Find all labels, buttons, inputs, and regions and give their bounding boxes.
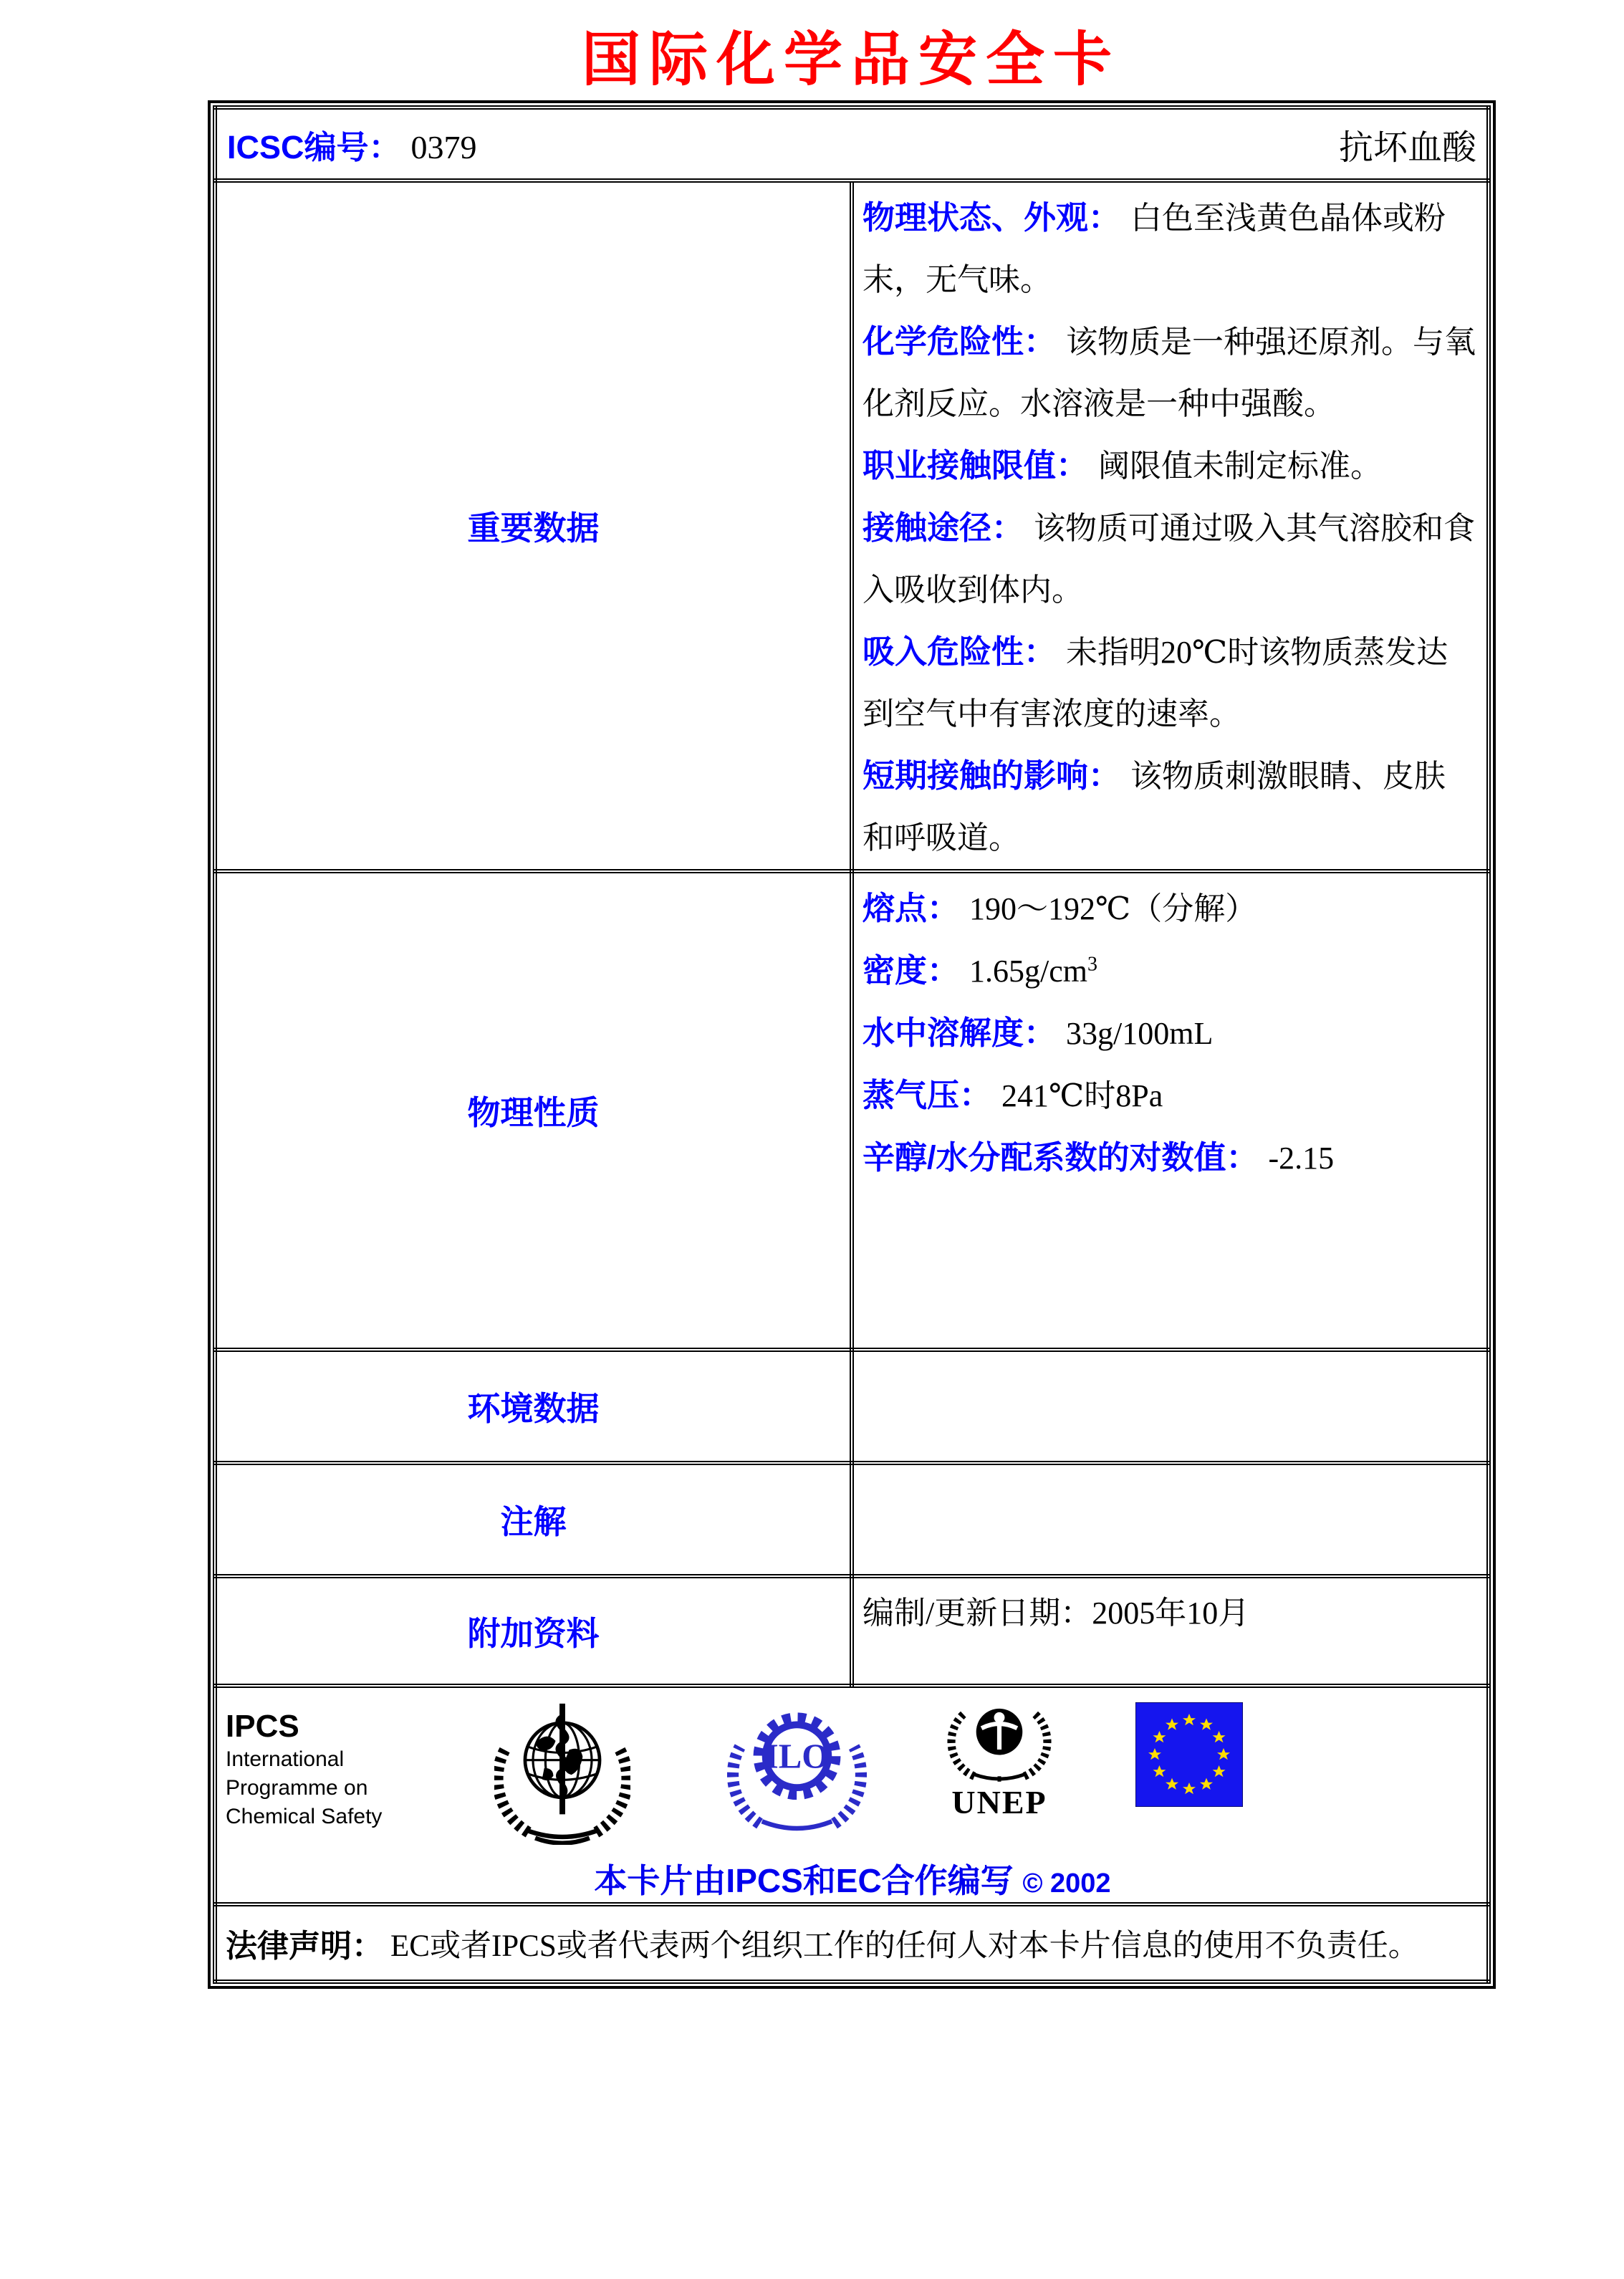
data-line [863,745,1476,869]
additional-info-content [852,1576,1489,1686]
field-value: 该物质可通过吸入其气溶胶和食入吸收到体内。 [863,511,1476,608]
section-label-physical-properties: 物理性质 [215,871,852,1350]
field-label: 接触途径： [863,509,1024,546]
data-line [863,497,1476,621]
ilo-logo-icon [727,1698,867,1838]
field-label: 吸入危险性： [863,633,1057,670]
physical-properties-content [852,871,1489,1350]
field-value: -2.15 [1268,1141,1335,1176]
environmental-data-content [852,1350,1489,1463]
logos-row [215,1686,1489,1904]
field-label: 物理状态、外观： [863,199,1121,236]
legal-cell [215,1904,1489,1982]
footer-caption [226,1855,1479,1902]
logos-cell [215,1686,1489,1904]
additional-info-row [215,1576,1489,1686]
field-value: 241℃时8Pa [1001,1078,1163,1113]
field-value: 该物质刺激眼睛、皮肤和呼吸道。 [863,759,1446,855]
page-title: 国际化学品安全卡 [581,25,1120,94]
field-label: 熔点： [863,890,960,926]
field-label: 编制/更新日期： [863,1596,1092,1631]
unep-logo-text: UNEP [951,1784,1047,1820]
field-value: 白色至浅黄色晶体或粉末，无气味。 [863,201,1446,297]
notes-row [215,1463,1489,1576]
chemical-name: 抗坏血酸 [1338,128,1476,167]
icsc-card-table [213,105,1491,1984]
ipcs-acronym: IPCS [226,1709,299,1744]
legal-row [215,1904,1489,1982]
field-label: 水中溶解度： [863,1014,1057,1051]
field-value: 阈限值未制定标准。 [1098,448,1383,484]
ipcs-line: International [226,1747,345,1771]
ipcs-line: Programme on [226,1776,368,1800]
physical-properties-row [215,871,1489,1350]
field-value: 190～192℃（分解） [969,891,1257,926]
icsc-number-cell [215,107,1489,181]
legal-text: EC或者IPCS或者代表两个组织工作的任何人对本卡片信息的使用不负责任。 [390,1929,1419,1963]
icsc-number-group [227,121,477,168]
ipcs-line: Chemical Safety [226,1805,383,1828]
field-value: 1.65g/cm [969,954,1087,989]
footer-caption-text: 本卡片由IPCS和EC合作编写 [594,1862,1014,1899]
legal-label: 法律声明： [226,1929,383,1964]
data-line [863,311,1476,435]
footer-copyright: © 2002 [1022,1868,1111,1899]
icsc-number-label: ICSC编号： [227,128,401,165]
important-data-row [215,181,1489,871]
field-label: 职业接触限值： [863,447,1089,484]
important-data-content [852,181,1489,871]
data-line [863,187,1476,311]
field-value: 2005年10月 [1092,1596,1250,1631]
who-logo-icon [494,1698,630,1845]
data-line [863,435,1476,497]
data-line [863,621,1476,745]
field-value: 33g/100mL [1066,1016,1214,1051]
section-label-important-data: 重要数据 [215,181,852,871]
unep-logo-icon [946,1698,1053,1783]
field-value: 未指明20℃时该物质蒸发达到空气中有害浓度的速率。 [863,635,1448,731]
eu-flag-icon [1135,1702,1243,1807]
field-label: 短期接触的影响： [863,757,1121,794]
section-label-additional-info: 附加资料 [215,1576,852,1686]
field-value-superscript: 3 [1087,953,1097,976]
icsc-number-value: 0379 [410,128,477,165]
field-label: 密度： [863,952,960,989]
field-value: 该物质是一种强还原剂。与氧化剂反应。水溶液是一种中强酸。 [863,325,1476,421]
notes-content [852,1463,1489,1576]
ipcs-text-block [226,1698,408,1831]
data-line [863,940,1476,1002]
icsc-number-row [215,107,1489,181]
data-line [863,878,1476,940]
data-line [863,1583,1476,1644]
unep-logo-block [946,1698,1053,1821]
data-line [863,1127,1476,1189]
section-label-notes: 注解 [215,1463,852,1576]
field-label: 蒸气压： [863,1077,992,1113]
data-line [863,1002,1476,1065]
field-label: 辛醇/水分配系数的对数值： [863,1139,1259,1176]
data-line [863,1065,1476,1127]
icsc-card [208,100,1496,1989]
environmental-data-row [215,1350,1489,1463]
section-label-environmental-data: 环境数据 [215,1350,852,1463]
svg-text:ILO: ILO [764,1737,830,1776]
field-label: 化学危险性： [863,323,1057,360]
